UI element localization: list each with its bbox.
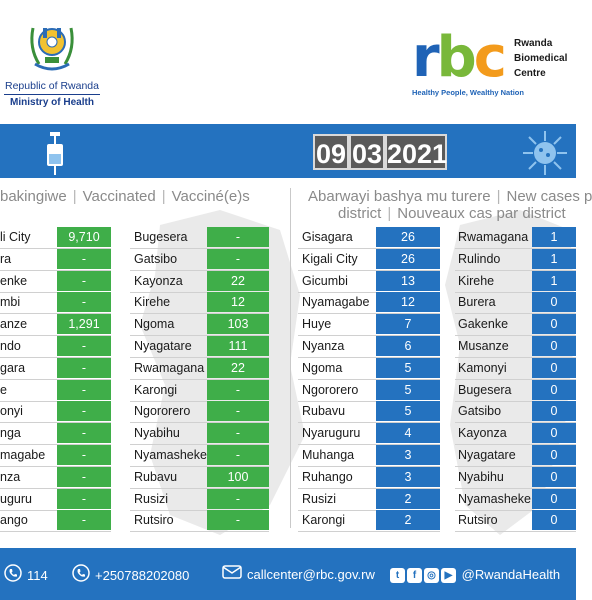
new-cases-count: 1	[532, 249, 576, 269]
vaccinated-count: 100	[207, 467, 269, 487]
row-divider	[130, 531, 269, 532]
heading-english-cont: district	[338, 205, 382, 222]
new-cases-count: 5	[376, 401, 440, 421]
date-day: 09	[313, 134, 349, 170]
virus-icon	[521, 129, 569, 182]
vaccinated-count: -	[57, 336, 111, 356]
vaccinated-count: -	[57, 510, 111, 530]
new-cases-count: 2	[376, 510, 440, 530]
vaccinated-count: -	[207, 510, 269, 530]
table-row	[0, 489, 576, 509]
district-name: Gatsibo	[458, 404, 502, 418]
district-name: Burera	[458, 295, 496, 309]
heading-separator: |	[387, 205, 392, 222]
rbc-wordmark	[412, 25, 504, 90]
district-name: Rwamagana	[458, 230, 529, 244]
district-name: Ruhango	[302, 470, 353, 484]
vaccinated-count: 22	[207, 271, 269, 291]
heading-kinyarwanda: Abarwayi bashya mu turere	[308, 188, 491, 205]
new-cases-count: 0	[532, 510, 576, 530]
district-name: onyi	[0, 404, 23, 418]
hotline-contact[interactable]	[4, 564, 48, 586]
table-row	[0, 510, 576, 530]
instagram-icon[interactable]: ◎	[424, 568, 439, 583]
district-name: Kayonza	[134, 274, 183, 288]
district-name: Kirehe	[134, 295, 171, 309]
vaccinated-count: 111	[207, 336, 269, 356]
district-name: Nyabihu	[134, 426, 180, 440]
district-name: Kigali City	[302, 252, 358, 266]
new-cases-count: 5	[376, 358, 440, 378]
new-cases-count: 0	[532, 314, 576, 334]
district-name: Nyagatare	[458, 448, 516, 462]
date-month: 03	[349, 134, 385, 170]
district-name: Ngoma	[302, 361, 343, 375]
heading-french: Vacciné(e)s	[171, 188, 250, 205]
rbc-name-line: Rwanda	[514, 38, 553, 49]
vaccinated-count: -	[57, 358, 111, 378]
vaccinated-count: 12	[207, 292, 269, 312]
district-name: Nyanza	[302, 339, 345, 353]
district-name: Gisagara	[302, 230, 353, 244]
new-cases-count: 2	[376, 489, 440, 509]
new-cases-count: 26	[376, 227, 440, 247]
vaccinated-count: 1,291	[57, 314, 111, 334]
district-name: Nyagatare	[134, 339, 192, 353]
vaccinated-count: -	[57, 249, 111, 269]
district-name: Rusizi	[302, 492, 337, 506]
district-name: Gatsibo	[134, 252, 178, 266]
new-cases-count: 26	[376, 249, 440, 269]
heading-separator: |	[161, 188, 166, 205]
table-row	[0, 358, 576, 378]
district-name: ndo	[0, 339, 21, 353]
hotline-number: 114	[27, 567, 48, 583]
rbc-tagline: Healthy People, Wealthy Nation	[412, 88, 524, 97]
district-name: Nyabihu	[458, 470, 504, 484]
district-name: Rutsiro	[134, 513, 174, 527]
district-name: Huye	[302, 317, 332, 331]
district-name: mbi	[0, 295, 21, 309]
vaccinated-count: -	[57, 401, 111, 421]
new-cases-count: 0	[532, 358, 576, 378]
vaccinated-count: -	[207, 249, 269, 269]
phone-number: +250788202080	[95, 567, 190, 583]
district-name: Rubavu	[134, 470, 178, 484]
district-name: Gicumbi	[302, 274, 348, 288]
district-name: Nyaruguru	[302, 426, 361, 440]
district-name: Bugesera	[458, 383, 512, 397]
heading-kinyarwanda: bakingiwe	[0, 188, 67, 205]
row-divider	[298, 531, 440, 532]
vaccinated-count: -	[207, 380, 269, 400]
vaccinated-count: -	[207, 489, 269, 509]
date-year: 2021	[385, 134, 447, 170]
country-name: Republic of Rwanda	[5, 80, 99, 92]
new-cases-count: 5	[376, 380, 440, 400]
rbc-letter-r: r	[412, 25, 437, 90]
vaccinated-count: -	[57, 380, 111, 400]
district-name: nga	[0, 426, 21, 440]
heading-english: New cases p	[506, 188, 592, 205]
rbc-letter-b: b	[436, 25, 474, 90]
district-name: Kayonza	[458, 426, 507, 440]
table-row	[0, 401, 576, 421]
vaccinated-count: -	[57, 423, 111, 443]
ministry-of-health-logo	[0, 18, 104, 108]
district-name: Karongi	[134, 383, 178, 397]
new-cases-heading-line2	[338, 205, 566, 222]
whatsapp-contact[interactable]	[72, 564, 189, 586]
ministry-name: Ministry of Health	[10, 97, 94, 108]
district-name: Gakenke	[458, 317, 509, 331]
district-name: enke	[0, 274, 28, 288]
new-cases-heading	[308, 188, 592, 205]
vaccinated-count: -	[207, 445, 269, 465]
new-cases-count: 0	[532, 423, 576, 443]
rbc-letter-c: c	[473, 25, 504, 90]
youtube-icon[interactable]: ▶	[441, 568, 456, 583]
new-cases-count: 7	[376, 314, 440, 334]
vaccinated-count: -	[57, 445, 111, 465]
syringe-icon	[40, 130, 70, 181]
district-name: Kirehe	[458, 274, 495, 288]
vaccinated-count: -	[57, 292, 111, 312]
district-name: Karongi	[302, 513, 346, 527]
vaccinated-count: 9,710	[57, 227, 111, 247]
email-contact[interactable]	[222, 564, 375, 586]
new-cases-count: 0	[532, 292, 576, 312]
whatsapp-icon	[72, 564, 90, 589]
twitter-icon[interactable]: t	[390, 568, 405, 583]
new-cases-count: 12	[376, 292, 440, 312]
new-cases-count: 3	[376, 445, 440, 465]
row-divider	[455, 531, 576, 532]
district-name: gara	[0, 361, 26, 375]
vaccinated-count: -	[57, 271, 111, 291]
rbc-full-name	[514, 36, 567, 81]
district-name: Ngororero	[302, 383, 359, 397]
vaccinated-heading	[0, 188, 250, 205]
district-name: Rwamagana	[134, 361, 205, 375]
district-name: Nyamagabe	[302, 295, 370, 309]
rbc-name-line: Centre	[514, 68, 546, 79]
heading-french: Nouveaux cas par district	[397, 205, 566, 222]
district-name: Rutsiro	[458, 513, 498, 527]
district-name: Nyamasheke	[134, 448, 207, 462]
vaccinated-count: -	[57, 489, 111, 509]
district-name: e	[0, 383, 7, 397]
district-name: ra	[0, 252, 12, 266]
rbc-logo	[412, 25, 576, 100]
district-name: Muhanga	[302, 448, 355, 462]
district-name: Musanze	[458, 339, 509, 353]
district-name: Kamonyi	[458, 361, 507, 375]
district-name: magabe	[0, 448, 46, 462]
heading-english: Vaccinated	[82, 188, 156, 205]
new-cases-count: 13	[376, 271, 440, 291]
district-name: Rubavu	[302, 404, 346, 418]
table-row	[0, 227, 576, 247]
divider	[4, 94, 100, 95]
district-name: Ngoma	[134, 317, 175, 331]
table-row	[0, 249, 576, 269]
facebook-icon[interactable]: f	[407, 568, 422, 583]
new-cases-count: 1	[532, 271, 576, 291]
district-name: Rulindo	[458, 252, 501, 266]
new-cases-count: 0	[532, 489, 576, 509]
rwanda-seal-icon	[25, 18, 79, 76]
table-row	[0, 336, 576, 356]
table-row	[0, 314, 576, 334]
heading-separator: |	[72, 188, 77, 205]
new-cases-count: 4	[376, 423, 440, 443]
new-cases-count: 0	[532, 467, 576, 487]
vaccinated-count: -	[207, 423, 269, 443]
new-cases-count: 3	[376, 467, 440, 487]
new-cases-count: 0	[532, 445, 576, 465]
district-name: nza	[0, 470, 21, 484]
new-cases-count: 6	[376, 336, 440, 356]
phone-icon	[4, 564, 22, 589]
title-banner	[0, 124, 576, 178]
email-address: callcenter@rbc.gov.rw	[247, 567, 375, 582]
email-icon	[222, 564, 242, 587]
table-row	[0, 271, 576, 291]
vaccinated-count: -	[207, 227, 269, 247]
district-name: Rusizi	[134, 492, 169, 506]
district-name: uguru	[0, 492, 32, 506]
vaccinated-count: 22	[207, 358, 269, 378]
covid-title: COVID-19	[156, 8, 309, 45]
vaccinated-count: -	[57, 467, 111, 487]
footer	[0, 548, 576, 600]
district-name: ango	[0, 513, 28, 527]
vaccinated-count: -	[207, 401, 269, 421]
district-name: anze	[0, 317, 28, 331]
table-row	[0, 292, 576, 312]
district-name: li City	[0, 230, 31, 244]
district-name: Bugesera	[134, 230, 188, 244]
table-row	[0, 467, 576, 487]
table-row	[0, 380, 576, 400]
social-handle: @RwandaHealth	[461, 567, 561, 582]
table-row	[0, 423, 576, 443]
row-divider	[0, 531, 111, 532]
new-cases-count: 1	[532, 227, 576, 247]
rbc-name-line: Biomedical	[514, 53, 568, 64]
district-name: Ngororero	[134, 404, 191, 418]
new-cases-count: 0	[532, 380, 576, 400]
social-media[interactable]	[390, 564, 560, 586]
table-row	[0, 445, 576, 465]
heading-separator: |	[496, 188, 501, 205]
new-cases-count: 0	[532, 336, 576, 356]
vaccinated-count: 103	[207, 314, 269, 334]
new-cases-count: 0	[532, 401, 576, 421]
district-name: Nyamasheke	[458, 492, 531, 506]
